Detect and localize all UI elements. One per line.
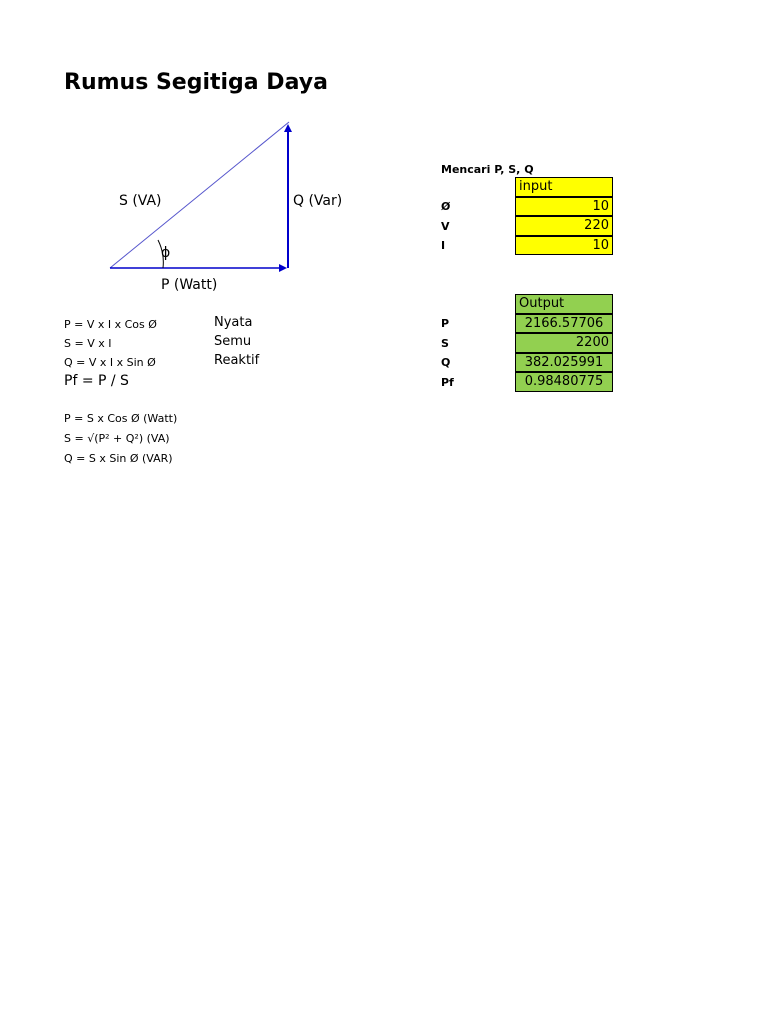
angle-label: ϕ: [161, 245, 171, 261]
input-value-i[interactable]: 10: [515, 236, 613, 256]
output-label-pf: Pf: [441, 376, 454, 389]
output-value-q: 382.025991: [515, 353, 613, 373]
input-label-i: I: [441, 239, 446, 252]
input-label-v: V: [441, 220, 450, 233]
formula-pf: Pf = P / S: [64, 373, 129, 389]
formula-p-note: Nyata: [214, 315, 253, 330]
output-label-s: S: [441, 337, 449, 350]
output-value-pf: 0.98480775: [515, 372, 613, 392]
input-value-v[interactable]: 220: [515, 216, 613, 236]
formula-q: Q = V x I x Sin Ø: [64, 356, 156, 369]
power-triangle-diagram: [95, 112, 365, 302]
formula-s: S = V x I: [64, 337, 112, 350]
output-value-s: 2200: [515, 333, 613, 353]
input-header-cell: input: [515, 177, 613, 197]
page-title: Rumus Segitiga Daya: [64, 70, 328, 95]
formula2-p: P = S x Cos Ø (Watt): [64, 412, 178, 425]
output-value-p: 2166.57706: [515, 314, 613, 334]
formula-q-note: Reaktif: [214, 353, 260, 368]
output-header-cell: Output: [515, 294, 613, 314]
formula-p: P = V x I x Cos Ø: [64, 318, 157, 331]
vert-label: Q (Var): [293, 193, 343, 209]
input-label-phi: Ø: [441, 200, 451, 213]
output-label-p: P: [441, 317, 450, 330]
formula-s-note: Semu: [214, 334, 252, 349]
output-label-q: Q: [441, 356, 451, 369]
base-label: P (Watt): [161, 277, 218, 293]
formula2-q: Q = S x Sin Ø (VAR): [64, 452, 173, 465]
formula2-s: S = √(P² + Q²) (VA): [64, 432, 170, 445]
input-value-phi[interactable]: 10: [515, 197, 613, 217]
hyp-label: S (VA): [119, 193, 162, 209]
calc-heading: Mencari P, S, Q: [441, 163, 534, 176]
